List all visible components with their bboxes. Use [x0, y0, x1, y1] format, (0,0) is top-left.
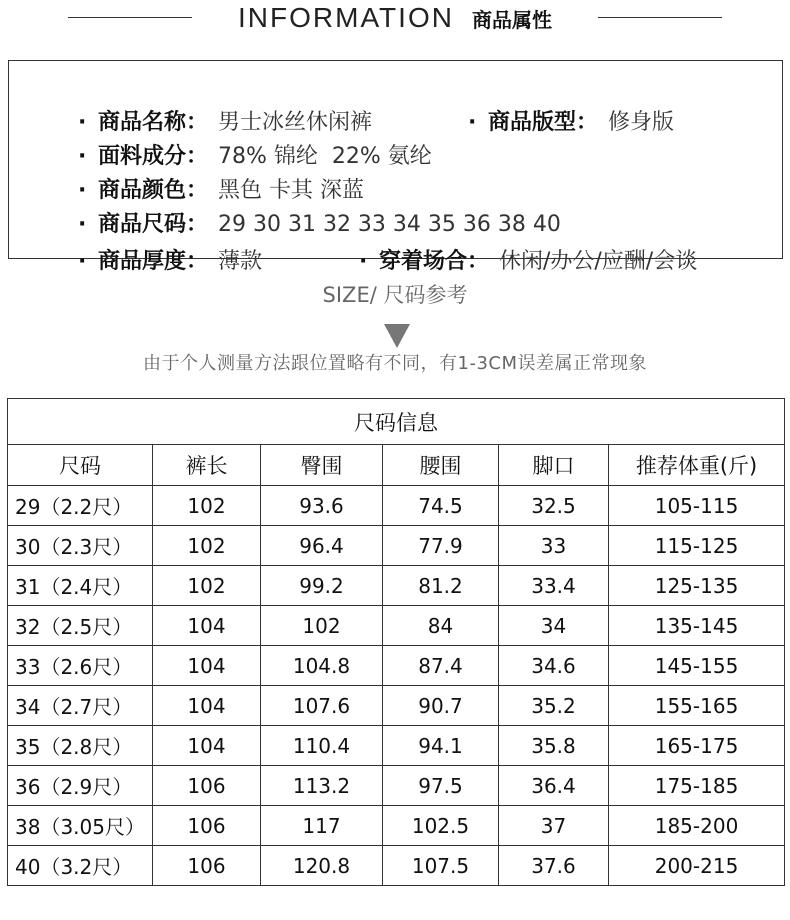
cell-hip: 110.4 — [261, 726, 383, 766]
table-row — [8, 726, 785, 766]
info-value: 修身版 — [607, 110, 674, 135]
info-label: 商品名称： — [97, 110, 208, 135]
cell-waist: 77.9 — [383, 526, 499, 566]
cell-length: 102 — [153, 526, 261, 566]
bullet-icon: · — [77, 178, 87, 203]
info-label: 商品尺码： — [97, 212, 208, 237]
column-header-size: 尺码 — [8, 445, 153, 486]
cell-hem: 34.6 — [499, 646, 609, 686]
cell-waist: 94.1 — [383, 726, 499, 766]
table-row — [8, 686, 785, 726]
cell-length: 102 — [153, 566, 261, 606]
column-header-hem: 脚口 — [499, 445, 609, 486]
cell-size: 31（2.4尺） — [8, 566, 153, 606]
cell-weight: 200-215 — [609, 846, 785, 886]
triangle-down-icon — [384, 324, 410, 348]
cell-hem: 33.4 — [499, 566, 609, 606]
cell-size: 36（2.9尺） — [8, 766, 153, 806]
info-label: 面料成分： — [97, 144, 208, 169]
cell-weight: 105-115 — [609, 486, 785, 526]
cell-weight: 125-135 — [609, 566, 785, 606]
bullet-icon: · — [467, 110, 477, 135]
info-value: 男士冰丝休闲裤 — [217, 110, 372, 135]
cell-length: 104 — [153, 686, 261, 726]
cell-weight: 175-185 — [609, 766, 785, 806]
bullet-icon: · — [77, 249, 87, 274]
cell-weight: 155-165 — [609, 686, 785, 726]
cell-size: 30（2.3尺） — [8, 526, 153, 566]
cell-length: 104 — [153, 646, 261, 686]
cell-hip: 120.8 — [261, 846, 383, 886]
info-item-fit — [440, 72, 674, 135]
header-title-en: INFORMATION — [238, 2, 454, 33]
cell-hip: 102 — [261, 606, 383, 646]
cell-length: 104 — [153, 726, 261, 766]
cell-hip: 99.2 — [261, 566, 383, 606]
cell-size: 35（2.8尺） — [8, 726, 153, 766]
info-value: 29 30 31 32 33 34 35 36 38 40 — [217, 212, 561, 237]
cell-hem: 33 — [499, 526, 609, 566]
cell-size: 40（3.2尺） — [8, 846, 153, 886]
product-info-box — [8, 60, 783, 274]
cell-weight: 145-155 — [609, 646, 785, 686]
cell-waist: 107.5 — [383, 846, 499, 886]
info-value: 78% 锦纶 22% 氨纶 — [217, 144, 432, 169]
cell-size: 33（2.6尺） — [8, 646, 153, 686]
size-table — [7, 398, 785, 886]
cell-waist: 102.5 — [383, 806, 499, 846]
column-header-hip: 臀围 — [261, 445, 383, 486]
cell-size: 38（3.05尺） — [8, 806, 153, 846]
table-row — [8, 646, 785, 686]
info-item-occasion — [331, 211, 698, 274]
info-label: 穿着场合： — [378, 249, 489, 274]
table-row — [8, 486, 785, 526]
cell-waist: 74.5 — [383, 486, 499, 526]
cell-hem: 35.8 — [499, 726, 609, 766]
column-header-waist: 腰围 — [383, 445, 499, 486]
cell-hip: 96.4 — [261, 526, 383, 566]
info-value: 薄款 — [217, 249, 262, 274]
info-value: 黑色 卡其 深蓝 — [217, 178, 364, 203]
size-heading: SIZE/ 尺码参考 — [322, 283, 468, 307]
cell-hem: 37.6 — [499, 846, 609, 886]
bullet-icon: · — [77, 212, 87, 237]
cell-length: 106 — [153, 766, 261, 806]
info-label: 商品颜色： — [97, 178, 208, 203]
header-rule-left — [68, 17, 192, 18]
size-table-title-row — [8, 399, 785, 445]
cell-size: 29（2.2尺） — [8, 486, 153, 526]
cell-size: 34（2.7尺） — [8, 686, 153, 726]
cell-length: 102 — [153, 486, 261, 526]
cell-weight: 165-175 — [609, 726, 785, 766]
bullet-icon: · — [77, 144, 87, 169]
section-header — [192, 0, 598, 36]
column-header-weight: 推荐体重(斤) — [609, 445, 785, 486]
header-rule-right — [598, 17, 722, 18]
cell-weight: 185-200 — [609, 806, 785, 846]
cell-length: 104 — [153, 606, 261, 646]
cell-weight: 115-125 — [609, 526, 785, 566]
info-item-product-name — [50, 72, 372, 135]
table-row — [8, 766, 785, 806]
cell-length: 106 — [153, 846, 261, 886]
table-row — [8, 806, 785, 846]
cell-hem: 36.4 — [499, 766, 609, 806]
cell-hem: 32.5 — [499, 486, 609, 526]
cell-hip: 104.8 — [261, 646, 383, 686]
info-item-sizes — [50, 174, 561, 237]
size-table-title: 尺码信息 — [8, 399, 785, 445]
table-row — [8, 566, 785, 606]
table-row — [8, 846, 785, 886]
cell-hip: 113.2 — [261, 766, 383, 806]
cell-hip: 107.6 — [261, 686, 383, 726]
size-table-header-row — [8, 445, 785, 486]
info-label: 商品版型： — [487, 110, 598, 135]
info-item-fabric — [50, 106, 432, 169]
cell-waist: 87.4 — [383, 646, 499, 686]
cell-length: 106 — [153, 806, 261, 846]
bullet-icon: · — [77, 110, 87, 135]
cell-size: 32（2.5尺） — [8, 606, 153, 646]
table-row — [8, 526, 785, 566]
cell-hem: 37 — [499, 806, 609, 846]
info-label: 商品厚度： — [97, 249, 208, 274]
info-item-thickness — [50, 211, 262, 274]
info-item-colors — [50, 140, 364, 203]
cell-hip: 93.6 — [261, 486, 383, 526]
measurement-note: 由于个人测量方法跟位置略有不同，有1-3CM误差属正常现象 — [143, 353, 647, 374]
table-row — [8, 606, 785, 646]
header-title-cn: 商品属性 — [471, 7, 552, 32]
cell-hem: 35.2 — [499, 686, 609, 726]
info-value: 休闲/办公/应酬/会谈 — [498, 249, 698, 274]
cell-waist: 90.7 — [383, 686, 499, 726]
cell-hem: 34 — [499, 606, 609, 646]
cell-weight: 135-145 — [609, 606, 785, 646]
cell-waist: 84 — [383, 606, 499, 646]
cell-waist: 97.5 — [383, 766, 499, 806]
bullet-icon: · — [358, 249, 368, 274]
cell-hip: 117 — [261, 806, 383, 846]
column-header-length: 裤长 — [153, 445, 261, 486]
cell-waist: 81.2 — [383, 566, 499, 606]
